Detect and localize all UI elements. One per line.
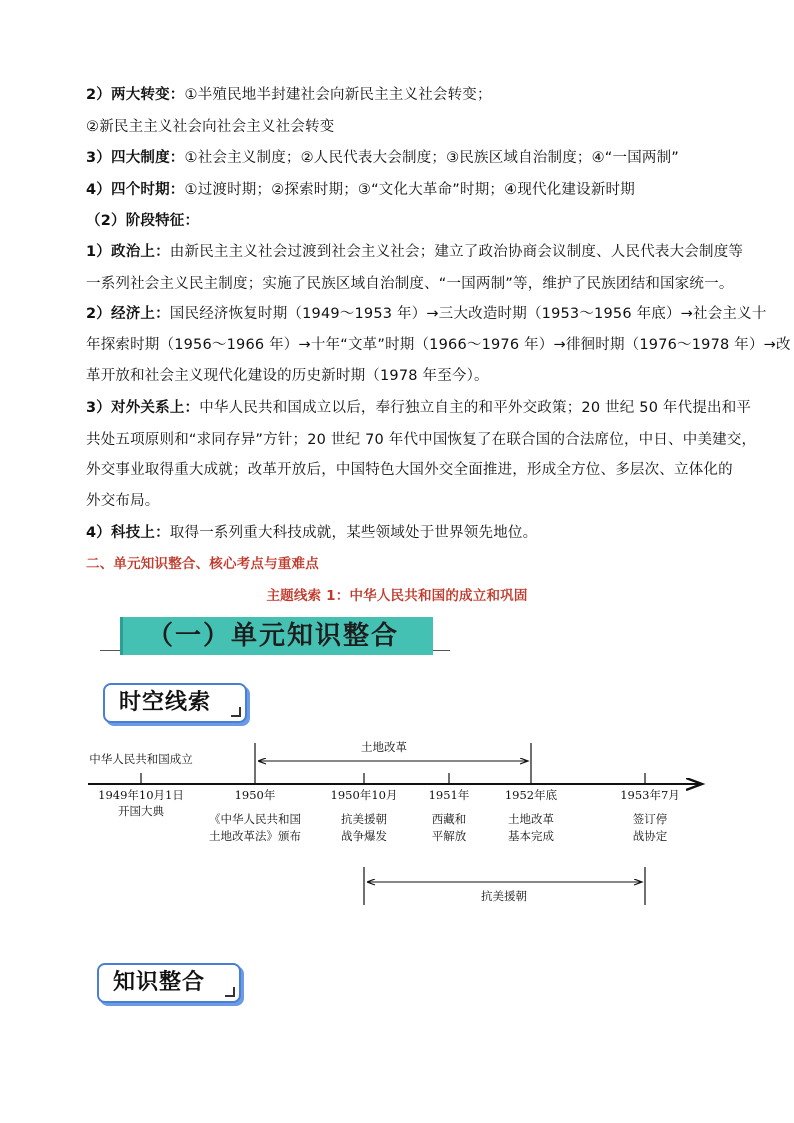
corner-mark xyxy=(225,987,235,997)
label: 4）科技上： xyxy=(86,525,170,541)
tag-timeline-label: 时空线索 xyxy=(119,690,212,715)
line-foreign-2 xyxy=(86,428,756,449)
text: 由新民主主义社会过渡到社会主义社会；建立了政治协商会议制度、人民代表大会制度等 xyxy=(169,244,744,260)
line-four-periods xyxy=(86,178,635,199)
text: ①社会主义制度；②人民代表大会制度；③民族区域自治制度；④“一国两制” xyxy=(184,150,680,166)
event-date: 1950年10月 xyxy=(330,788,398,802)
line-economy-2 xyxy=(86,333,791,354)
event-desc: 平解放 xyxy=(431,829,467,843)
text: 外交事业取得重大成就；改革开放后，中国特色大国外交全面推进，形成全方位、多层次、立体化的 xyxy=(86,462,733,478)
event-desc: 《中华人民共和国 xyxy=(209,812,301,826)
event-desc: 西藏和 xyxy=(431,812,467,826)
text: 年探索时期（1956～1966 年）→十年“文革”时期（1966～1976 年）→徘徊时期（1976～1978 年）→改 xyxy=(86,337,791,353)
line-two-transformations xyxy=(86,83,492,104)
line-economy xyxy=(86,302,767,323)
section-heading: 二、单元知识整合、核心考点与重难点 xyxy=(86,556,319,572)
line-politics xyxy=(86,240,743,261)
event-date: 1951年 xyxy=(428,788,470,802)
event-date: 1950年 xyxy=(234,788,276,802)
event-desc: 开国大典 xyxy=(118,804,164,818)
unit-banner xyxy=(120,617,433,655)
event-desc: 抗美援朝 xyxy=(341,812,387,826)
unit-banner-title: （一）单元知识整合 xyxy=(147,621,400,651)
theme-heading: 主题线索 1：中华人民共和国的成立和巩固 xyxy=(266,588,528,604)
line-politics-2 xyxy=(86,272,734,293)
label: 3）对外关系上： xyxy=(86,400,200,416)
tag-knowledge xyxy=(97,963,241,1003)
line-four-systems xyxy=(86,146,679,167)
text: 一系列社会主义民主制度；实施了民族区域自治制度、“一国两制”等，维护了民族团结和国家统一。 xyxy=(86,276,734,292)
label: 2）两大转变： xyxy=(86,87,185,103)
label: 4）四个时期： xyxy=(86,182,185,198)
text: ②新民主主义社会向社会主义社会转变 xyxy=(86,119,335,135)
line-transformation-2 xyxy=(86,115,334,136)
event-date: 1949年10月1日 xyxy=(98,788,184,802)
event-desc: 土地改革 xyxy=(508,812,554,826)
event-desc: 基本完成 xyxy=(508,829,554,843)
label: 3）四大制度： xyxy=(86,150,185,166)
label: 1）政治上： xyxy=(86,244,170,260)
tag-knowledge-label: 知识整合 xyxy=(113,970,206,995)
event-desc: 战争爆发 xyxy=(341,829,387,843)
tag-timeline xyxy=(103,683,247,723)
event-desc: 签订停 xyxy=(632,812,668,826)
line-foreign-4 xyxy=(86,489,160,510)
timeline-diagram xyxy=(0,730,794,920)
line-economy-3 xyxy=(86,364,489,385)
text: 共处五项原则和“求同存异”方针；20 世纪 70 年代中国恢复了在联合国的合法席位，中日、中美建交， xyxy=(86,432,757,448)
label: 2）经济上： xyxy=(86,306,170,322)
text: ①半殖民地半封建社会向新民主主义社会转变； xyxy=(184,87,492,103)
event-desc: 战协定 xyxy=(632,829,668,843)
label: （2）阶段特征： xyxy=(86,213,200,229)
event-desc: 土地改革法》颁布 xyxy=(209,829,301,843)
text: ①过渡时期；②探索时期；③“文化大革命”时期；④现代化建设新时期 xyxy=(184,182,635,198)
line-technology xyxy=(86,521,537,542)
line-foreign xyxy=(86,396,751,417)
aid-korea-label: 抗美援朝 xyxy=(481,889,527,903)
prc-founded-label: 中华人民共和国成立 xyxy=(89,752,193,766)
event-date: 1952年底 xyxy=(504,788,558,802)
event-date: 1953年7月 xyxy=(620,788,680,802)
text: 外交布局。 xyxy=(86,493,160,509)
land-reform-label: 土地改革 xyxy=(361,740,407,754)
line-foreign-3 xyxy=(86,458,733,479)
text: 取得一系列重大科技成就，某些领域处于世界领先地位。 xyxy=(169,525,538,541)
text: 革开放和社会主义现代化建设的历史新时期（1978 年至今）。 xyxy=(86,368,489,384)
text: 中华人民共和国成立以后，奉行独立自主的和平外交政策；20 世纪 50 年代提出和平 xyxy=(199,400,752,416)
line-stage-features xyxy=(86,209,199,230)
corner-mark xyxy=(231,707,241,717)
text: 国民经济恢复时期（1949～1953 年）→三大改造时期（1953～1956 年底）→社会主义十 xyxy=(169,306,767,322)
